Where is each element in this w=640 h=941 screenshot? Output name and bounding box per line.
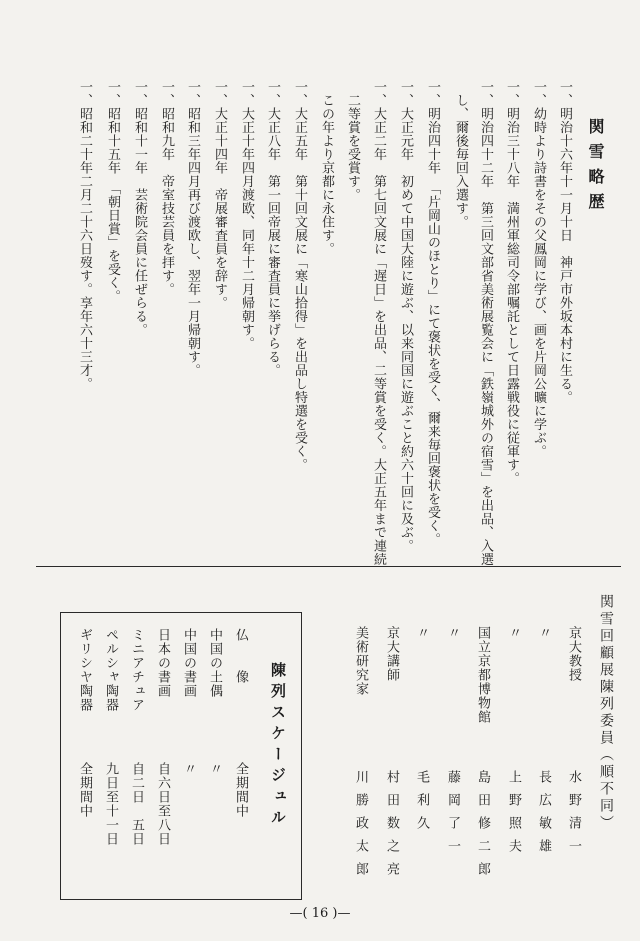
biography-entry: 一、大正二年 第七回文展に「遅日」を出品、二等賞を受く。大正五年まで連続: [371, 80, 386, 566]
committee-name: 水野清一: [566, 770, 581, 862]
schedule-item: 日本の書画: [155, 628, 170, 698]
schedule-period: 全期間中: [77, 762, 92, 818]
committee-role: 国立京都博物館: [475, 626, 490, 724]
biography-entry: 一、昭和二十年二月二十六日歿す。享年六十三才。: [77, 80, 92, 391]
schedule-period: 全期間中: [233, 762, 248, 818]
biography-entry: し、爾後毎回入選す。: [453, 80, 468, 229]
schedule-period: 九日至十一日: [103, 762, 118, 846]
schedule-item: ペルシャ陶器: [103, 628, 118, 712]
biography-title: 関雪略歴: [586, 118, 605, 218]
biography-entry: 一、明治四十年 「片岡山のほとり」にて褒状を受く、爾来毎回褒状を受く。: [425, 80, 440, 546]
committee-role: 京大教授: [566, 626, 581, 682]
committee-role: 京大講師: [384, 626, 399, 682]
biography-entry: 一、昭和九年 帝室技芸員を拝す。: [159, 80, 174, 296]
page-number: —( 16 )—: [289, 906, 351, 921]
biography-entry: 一、大正元年 初めて中国大陸に遊ぶ、以来同国に遊ぶこと約六十回に及ぶ。: [398, 80, 413, 553]
biography-entry: この年より京都に永住す。: [319, 80, 334, 256]
schedule-item: 仏 像: [233, 628, 248, 684]
committee-name: 島田修二郎: [475, 770, 490, 885]
biography-entry: 一、明治十六年十一月十日 神戸市外坂本村に生る。: [557, 80, 572, 404]
committee-role: 美術研究家: [353, 626, 368, 696]
schedule-item: 中国の土偶: [207, 628, 222, 698]
biography-entry: 一、大正八年 第一回帝展に審査員に挙げらる。: [265, 80, 280, 377]
committee-role: 〃: [506, 626, 521, 640]
biography-entry: 一、大正五年 第十回文展に「寒山拾得」を出品し特選を受く。: [292, 80, 307, 472]
schedule-period: 〃: [207, 762, 222, 776]
schedule-item: ミニアチュア: [129, 628, 144, 712]
committee-name: 川勝政太郎: [353, 770, 368, 885]
committee-name: 村田数之亮: [384, 770, 399, 885]
biography-entry: 二等賞を受賞す。: [345, 80, 360, 202]
schedule-period: 自二日 五日: [129, 762, 144, 846]
biography-entry: 一、大正十四年 帝展審査員を辞す。: [212, 80, 227, 310]
section-divider: [36, 566, 621, 567]
schedule-period: 自六日至八日: [155, 762, 170, 846]
biography-entry: 一、明治四十二年 第三回文部省美術展覧会に「鉄嶺城外の宿雪」を出品、入選: [478, 80, 493, 566]
biography-entry: 一、昭和三年四月再び渡欧し、翌年一月帰朝す。: [185, 80, 200, 377]
schedule-item: ギリシヤ陶器: [77, 628, 92, 712]
biography-entry: 一、昭和十一年 芸術院会員に任ぜらる。: [132, 80, 147, 337]
committee-name: 藤岡了一: [445, 770, 460, 862]
schedule-title: 陳列スケージュル: [269, 662, 287, 830]
biography-entry: 一、昭和十五年 「朝日賞」を受く。: [105, 80, 120, 303]
biography-entry: 一、大正十年四月渡欧、同年十二月帰朝す。: [239, 80, 254, 350]
committee-role: 〃: [536, 626, 551, 640]
committee-title: 関雪回顧展陳列委員（順不同）: [598, 594, 614, 832]
committee-role: 〃: [414, 626, 429, 640]
committee-name: 長広敏雄: [536, 770, 551, 862]
committee-name: 毛利久: [414, 770, 429, 839]
committee-name: 上野照夫: [506, 770, 521, 862]
biography-entry: 一、幼時より詩書をその父鳳岡に学び、画を片岡公曠に学ぶ。: [531, 80, 546, 458]
committee-role: 〃: [445, 626, 460, 640]
biography-entry: 一、明治三十八年 満州軍総司令部嘱託として日露戦役に従軍す。: [504, 80, 519, 485]
schedule-item: 中国の書画: [181, 628, 196, 698]
schedule-period: 〃: [181, 762, 196, 776]
